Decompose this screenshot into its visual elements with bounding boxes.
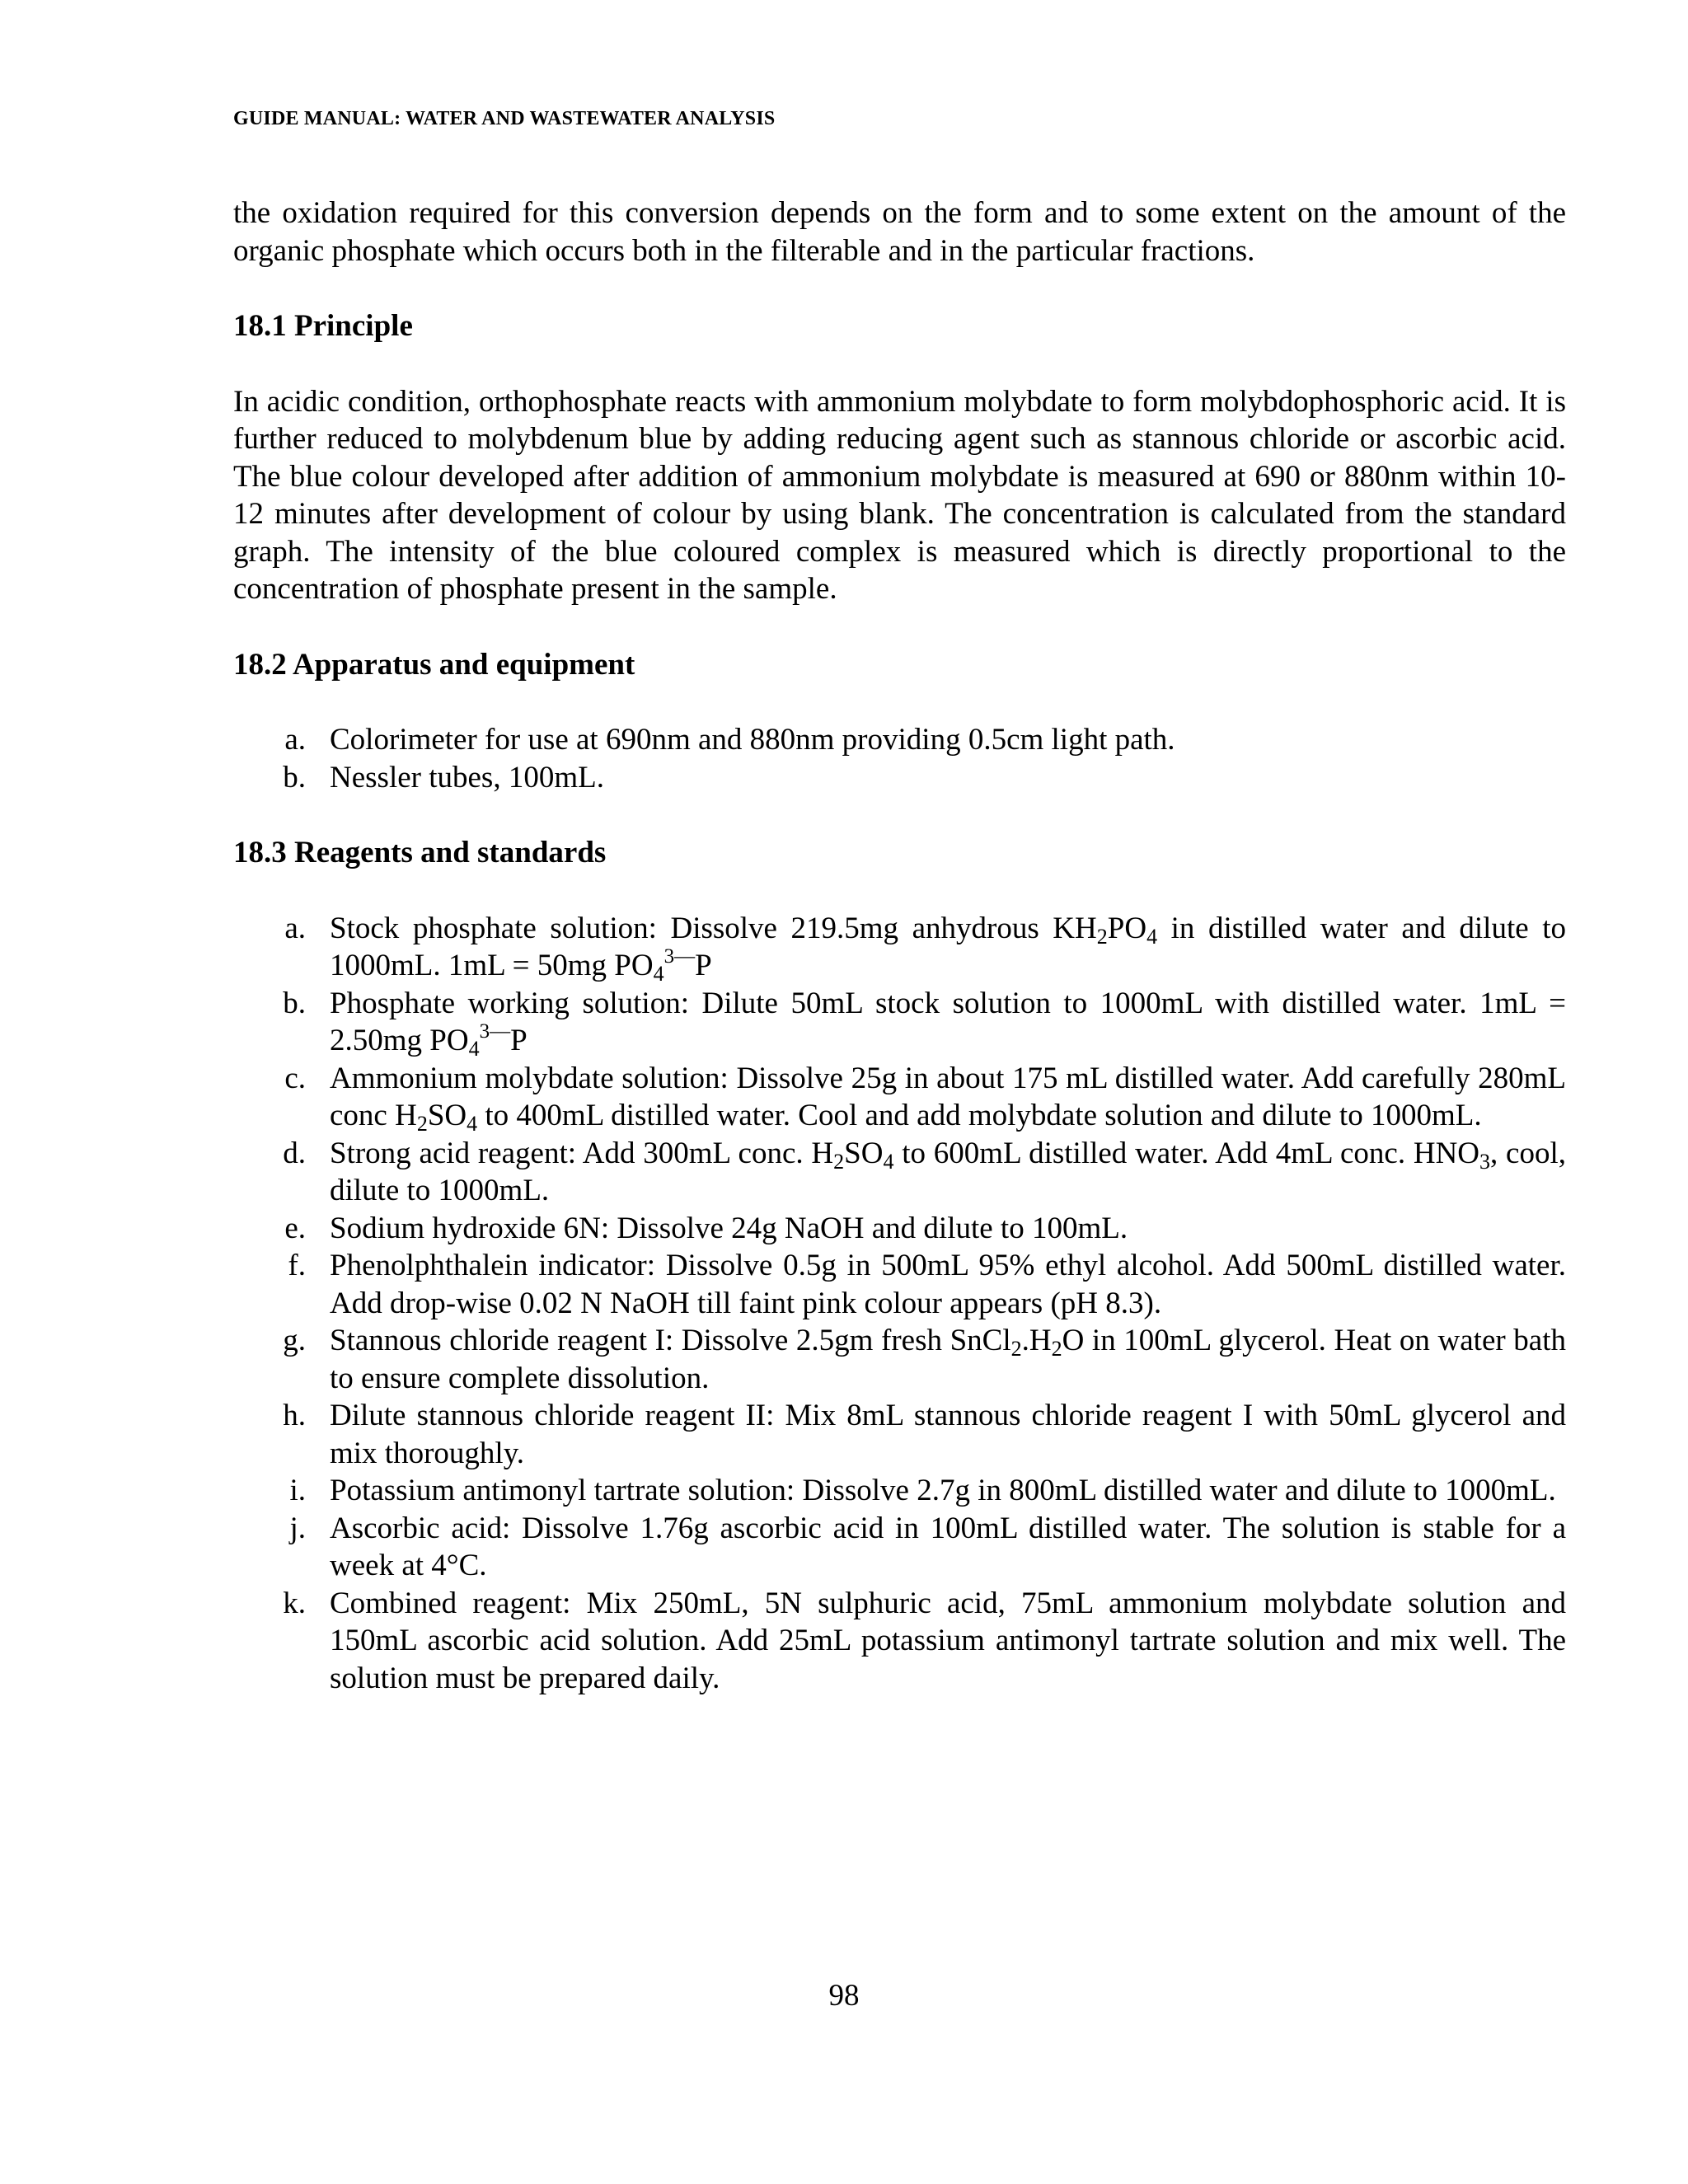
list-item	[233, 759, 1566, 797]
subscript: 2	[416, 1112, 428, 1136]
text-run: O in 100mL glycerol. Heat on water bath to ensure complete dissolution.	[330, 1324, 1566, 1395]
list-item-text: Dilute stannous chloride reagent II: Mix 8mL stannous chloride reagent I with 50mL glycerol and mix thoroughly.	[330, 1399, 1566, 1470]
text-run: Ammonium molybdate solution: Dissolve 25g in about 175 mL distilled water. Add carefully 280mL conc H	[330, 1061, 1566, 1132]
subscript: 2	[1010, 1337, 1022, 1361]
text-run: Strong acid reagent: Add 300mL conc. H	[330, 1136, 834, 1170]
superscript: 3—	[663, 945, 696, 968]
list-item	[233, 1210, 1566, 1248]
list-item	[233, 1135, 1566, 1210]
section-heading-reagents: 18.3 Reagents and standards	[233, 836, 607, 869]
subscript: 2	[1096, 924, 1108, 949]
text-run: to 400mL distilled water. Cool and add molybdate solution and dilute to 1000mL.	[477, 1099, 1482, 1132]
list-marker: i.	[289, 1474, 306, 1507]
list-item-text: Combined reagent: Mix 250mL, 5N sulphuric acid, 75mL ammonium molybdate solution and 150mL ascorbic acid solution. Add 25mL potassium antimonyl tartrate solution and mix well. The solution must be prepared daily.	[330, 1586, 1566, 1695]
list-item	[233, 1397, 1566, 1472]
list-item	[233, 985, 1566, 1060]
running-header: GUIDE MANUAL: WATER AND WASTEWATER ANALYSIS	[233, 108, 776, 129]
list-marker: j.	[289, 1511, 306, 1545]
intro-paragraph: the oxidation required for this conversion depends on the form and to some extent on the amount of the organic phosphate which occurs both in the filterable and in the particular fractions.	[233, 196, 1566, 268]
list-item	[233, 721, 1566, 759]
text-run: Stannous chloride reagent I: Dissolve 2.5gm fresh SnCl	[330, 1324, 1011, 1357]
list-item-text: Phenolphthalein indicator: Dissolve 0.5g in 500mL 95% ethyl alcohol. Add 500mL distilled water. Add drop-wise 0.02 N NaOH till faint pink colour appears (pH 8.3).	[330, 1249, 1566, 1320]
text-run: , cool, dilute to 1000mL.	[330, 1136, 1567, 1207]
subscript: 4	[883, 1149, 894, 1174]
subscript: 3	[1479, 1149, 1491, 1174]
list-item	[233, 1510, 1566, 1585]
list-item-text: Colorimeter for use at 690nm and 880nm providing 0.5cm light path.	[330, 723, 1175, 757]
list-marker: b.	[283, 986, 306, 1020]
list-marker: d.	[283, 1136, 306, 1170]
subscript: 4	[653, 962, 664, 986]
subscript: 4	[468, 1037, 480, 1061]
list-item	[233, 1247, 1566, 1322]
list-item-text: Potassium antimonyl tartrate solution: Dissolve 2.7g in 800mL distilled water and dilute to 1000mL.	[330, 1474, 1556, 1507]
list-item	[233, 1060, 1566, 1135]
text-run: Stock phosphate solution: Dissolve 219.5mg anhydrous KH	[330, 911, 1097, 945]
list-marker: g.	[283, 1324, 306, 1357]
text-run: .H	[1021, 1324, 1052, 1357]
list-item	[233, 1322, 1566, 1397]
text-run: to 600mL distilled water. Add 4mL conc. HNO	[893, 1136, 1480, 1170]
subscript: 2	[833, 1149, 845, 1174]
section-heading-principle: 18.1 Principle	[233, 309, 413, 343]
superscript: 3—	[479, 1020, 511, 1043]
list-marker: b.	[283, 760, 306, 794]
page-number: 98	[828, 1979, 860, 2013]
text-run: Phosphate working solution: Dilute 50mL stock solution to 1000mL with distilled water. 1mL = 2.50mg PO	[330, 986, 1566, 1057]
list-marker: h.	[283, 1399, 306, 1432]
list-item	[233, 1472, 1566, 1510]
list-marker: a.	[284, 723, 306, 757]
list-item-text: Ascorbic acid: Dissolve 1.76g ascorbic acid in 100mL distilled water. The solution is stable for a week at 4°C.	[330, 1511, 1566, 1582]
subscript: 4	[467, 1112, 478, 1136]
text-run: PO	[1107, 911, 1147, 945]
text-run: SO	[844, 1136, 884, 1170]
list-item	[233, 1585, 1566, 1698]
list-item	[233, 910, 1566, 985]
text-run: in distilled water and dilute to 1000mL. 1mL = 50mg PO	[330, 911, 1566, 982]
text-run: SO	[427, 1099, 467, 1132]
subscript: 4	[1146, 924, 1158, 949]
principle-paragraph: In acidic condition, orthophosphate reacts with ammonium molybdate to form molybdophosphoric acid. It is further reduced to molybdenum blue by adding reducing agent such as stannous chloride or ascorbic acid. The blue colour developed after addition of ammonium molybdate is measured at 690 or 880nm within 10-12 minutes after development of colour by using blank. The concentration is calculated from the standard graph. The intensity of the blue coloured complex is measured which is directly proportional to the concentration of phosphate present in the sample.	[233, 384, 1566, 606]
list-marker: c.	[284, 1061, 306, 1095]
list-item-text: Nessler tubes, 100mL.	[330, 760, 604, 794]
subscript: 2	[1051, 1337, 1062, 1361]
text-run: P	[510, 1024, 528, 1057]
page-content	[233, 194, 1566, 1697]
list-marker: e.	[284, 1211, 306, 1245]
list-marker: a.	[284, 911, 306, 945]
list-marker: f.	[288, 1249, 306, 1282]
reagents-list	[233, 910, 1566, 1698]
text-run: P	[695, 949, 712, 982]
section-heading-apparatus: 18.2 Apparatus and equipment	[233, 647, 635, 682]
list-item-text: Sodium hydroxide 6N: Dissolve 24g NaOH and dilute to 100mL.	[330, 1211, 1128, 1245]
list-marker: k.	[283, 1586, 306, 1620]
apparatus-list	[233, 721, 1566, 796]
